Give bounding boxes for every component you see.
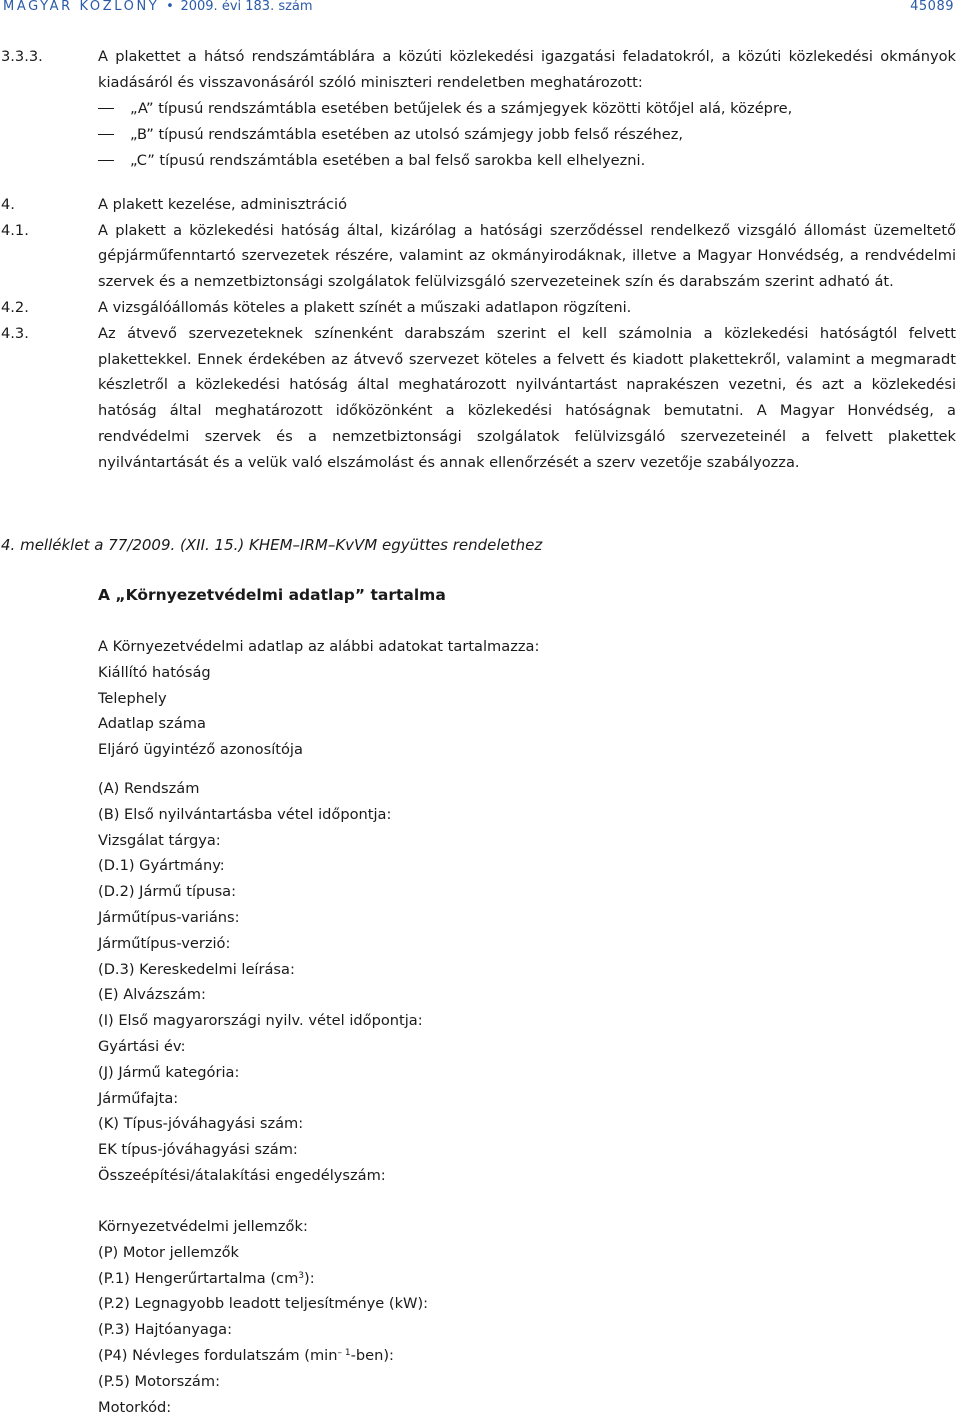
list-item: Motorkód:	[98, 1398, 172, 1416]
dash-marker	[98, 108, 114, 109]
list-item: Kiállító hatóság	[98, 663, 211, 681]
dash-marker	[98, 160, 114, 161]
section-text: A plakettet a hátsó rendszámtáblára a közúti közlekedési igazgatási feladatokról, a közúti közlekedési okmányok kiadásáról és visszavonásáról szóló miniszteri rendeletben meghatározott:	[98, 48, 956, 91]
list-item: (P.3) Hajtóanyaga:	[98, 1321, 232, 1339]
section-text: A vizsgálóállomás köteles a plakett színét a műszaki adatlapon rögzíteni.	[98, 298, 632, 316]
list-item: Összeépítési/átalakítási engedélyszám:	[98, 1166, 386, 1184]
superscript: 3	[298, 1270, 305, 1281]
section-4-heading	[0, 192, 960, 218]
list-item: EK típus-jóváhagyási szám:	[98, 1141, 298, 1159]
section-number: 4.3.	[1, 324, 29, 342]
form-title: A „Környezetvédelmi adatlap” tartalma	[98, 586, 446, 604]
intro-list	[98, 634, 539, 763]
superscript: – 1	[337, 1347, 351, 1358]
section-title: A plakett kezelése, adminisztráció	[98, 195, 348, 213]
section-text: Az átvevő szervezeteknek színenként darabszám szerint el kell számolnia a közlekedési hatóságtól felvett plakettekkel. Ennek érdekében az átvevő szervezet köteles a felvett és kiadott plakettekről, valamint a megmaradt készletről a közlekedési hatóság által meghatározott nyilvántartást naprakészen vezetni, és azt a közlekedési hatóság által meghatározott időközönként a közlekedési hatóságnak bemutatni. A Magyar Honvédség, a rendvédelmi szervek és a nemzetbiztonsági szolgálatok felülvizsgáló szervezeteinél a felvett plakettek nyilvántartását és a velük való elszámolást és annak ellenőrzését a szerv vezetője szabályozza.	[98, 324, 956, 471]
list-item: „A” típusú rendszámtábla esetében betűjelek és a számjegyek közötti kötőjel alá, középre,	[0, 96, 960, 122]
section-4-1	[0, 218, 960, 295]
header-bullet: •	[166, 0, 174, 14]
section-number: 4.1.	[1, 221, 29, 239]
list-item: (P) Motor jellemzők	[98, 1243, 240, 1261]
section-3-3-3	[0, 44, 960, 96]
list-item: (P.1) Hengerűrtartalma $(cm^3)$:	[98, 1269, 315, 1287]
list-item: (D.1) Gyártmány:	[98, 857, 225, 875]
list-item: Eljáró ügyintéző azonosítója	[98, 741, 303, 759]
fields-list	[98, 776, 423, 1189]
section-number: 4.	[1, 195, 15, 213]
list-item: „C” típusú rendszámtábla esetében a bal felső sarokba kell elhelyezni.	[0, 148, 960, 174]
page-number: 45089	[910, 0, 954, 14]
list-item: (I) Első magyarországi nyilv. vétel időpontja:	[98, 1012, 423, 1030]
list-item: Járműtípus-verzió:	[98, 934, 231, 952]
list-item: A Környezetvédelmi adatlap az alábbi adatokat tartalmazza:	[98, 638, 540, 655]
list-item: Járműtípus-variáns:	[98, 908, 240, 926]
list-item: (B) Első nyilvántartásba vétel időpontja:	[98, 805, 392, 823]
list-item: (P.5) Motorszám:	[98, 1372, 220, 1390]
list-item: (A) Rendszám	[98, 780, 200, 797]
page-header	[0, 0, 960, 14]
list-item: (D.2) Jármű típusa:	[98, 883, 237, 901]
list-item: Vizsgálat tárgya:	[98, 831, 221, 849]
section-text: A plakett a közlekedési hatóság által, kizárólag a hatósági szerződéssel rendelkező vizsgáló állomást üzemeltető gépjárműfenntartó szervezetek részére, valamint az okmányirodáknak, illetve a Magyar Honvédség, a rendvédelmi szervek és a nemzetbiztonsági szolgálatok felülvizsgáló szervezeteinek szín és darabszám szerint adható át.	[98, 221, 956, 291]
list-item: (D.3) Kereskedelmi leírása:	[98, 960, 295, 978]
list-item: Járműfajta:	[98, 1089, 179, 1107]
list-item: (P4) Névleges fordulatszám $(\min^{- 1}-ben)$:	[98, 1346, 394, 1364]
annex-title: 4. melléklet a 77/2009. (XII. 15.) KHEM–IRM–KvVM együttes rendelethez	[1, 536, 543, 554]
section-4-3	[0, 321, 960, 476]
journal-name: MAGYAR KÖZLÖNY	[3, 0, 160, 14]
section-number: 3.3.3.	[1, 48, 43, 65]
list-item: „B” típusú rendszámtábla esetében az utolsó számjegy jobb felső részéhez,	[0, 122, 960, 148]
issue-info: 2009. évi 183. szám	[180, 0, 313, 14]
environmental-list	[98, 1214, 428, 1420]
list-item: Telephely	[98, 689, 167, 707]
list-item: Gyártási év:	[98, 1037, 186, 1055]
dash-marker	[98, 134, 114, 135]
section-number: 4.2.	[1, 298, 29, 316]
list-item: Környezetvédelmi jellemzők:	[98, 1218, 308, 1235]
list-item: (P.2) Legnagyobb leadott teljesítménye (kW):	[98, 1295, 429, 1313]
section-4-2	[0, 295, 960, 321]
list-item: (E) Alvázszám:	[98, 986, 206, 1004]
document-body	[0, 44, 960, 476]
list-item: (J) Jármű kategória:	[98, 1063, 240, 1081]
header-journal-line	[3, 0, 313, 14]
list-item: Adatlap száma	[98, 715, 206, 733]
list-item: (K) Típus-jóváhagyási szám:	[98, 1115, 304, 1133]
